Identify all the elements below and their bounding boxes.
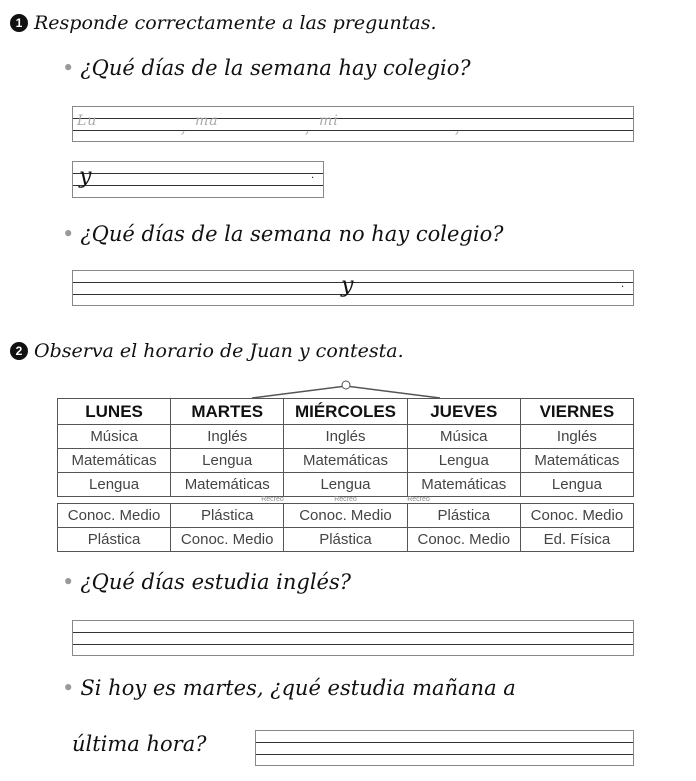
question-3: • ¿Qué días estudia inglés? (62, 570, 352, 594)
break-row (58, 497, 634, 504)
table-cell: Lengua (58, 473, 171, 497)
table-cell: . (311, 170, 315, 181)
question-2: • ¿Qué días de la semana no hay colegio? (62, 222, 504, 246)
table-cell: Inglés (171, 425, 284, 449)
table-cell: Conoc. Medio (520, 504, 633, 528)
table-cell: ¿Qué días de la semana hay colegio? (80, 56, 471, 80)
answer-lines-4[interactable] (72, 620, 634, 656)
table-cell: . (621, 279, 625, 290)
question-1: • ¿Qué días de la semana hay colegio? (62, 56, 471, 80)
table-cell: Música (407, 425, 520, 449)
question-4: • Si hoy es martes, ¿qué estudia mañana a (62, 676, 516, 700)
table-cell: Ed. Física (520, 528, 633, 552)
table-cell: Recreo (407, 497, 633, 504)
answer-lines-5[interactable] (255, 730, 634, 766)
table-header-cell: MARTES (171, 399, 284, 425)
table-cell: Matemáticas (171, 473, 284, 497)
table-cell: Recreo (58, 497, 284, 504)
table-cell: 2 (10, 342, 28, 360)
section-2-title (10, 340, 404, 362)
table-cell: y (341, 273, 354, 298)
table-cell: Lengua (407, 449, 520, 473)
table-cell: Conoc. Medio (58, 504, 171, 528)
table-cell: Responde correctamente a las preguntas. (34, 12, 437, 34)
question-4-line-2: última hora? (72, 732, 207, 756)
table-cell: Matemáticas (58, 449, 171, 473)
table-cell: mi (319, 113, 339, 129)
table-cell: Matemáticas (407, 473, 520, 497)
table-row (58, 425, 634, 449)
table-cell: , (305, 121, 311, 137)
answer-lines-2[interactable] (72, 161, 324, 198)
table-header-row (58, 399, 634, 425)
table-header-cell: JUEVES (407, 399, 520, 425)
table-header-cell: VIERNES (520, 399, 633, 425)
table-cell: Lu (77, 113, 98, 129)
table-header-cell: LUNES (58, 399, 171, 425)
table-cell: Inglés (284, 425, 407, 449)
table-cell: , (455, 121, 461, 137)
table-cell: Conoc. Medio (284, 504, 407, 528)
table-row (58, 449, 634, 473)
table-cell: Inglés (520, 425, 633, 449)
table-cell: Lengua (520, 473, 633, 497)
table-row (58, 528, 634, 552)
table-header-cell: MIÉRCOLES (284, 399, 407, 425)
table-cell: 1 (10, 14, 28, 32)
table-cell: Música (58, 425, 171, 449)
table-cell: Observa el horario de Juan y contesta. (34, 340, 404, 362)
table-cell: Lengua (171, 449, 284, 473)
table-cell: Conoc. Medio (407, 528, 520, 552)
answer-lines-3[interactable] (72, 270, 634, 306)
table-cell: , (181, 121, 187, 137)
table-cell: ma (195, 113, 219, 129)
table-cell: Si hoy es martes, ¿qué estudia mañana a (80, 676, 516, 700)
answer-lines-1[interactable] (72, 106, 634, 142)
schedule-table (57, 398, 634, 552)
table-cell: ¿Qué días de la semana no hay colegio? (80, 222, 504, 246)
table-cell: Plástica (284, 528, 407, 552)
table-cell: Plástica (58, 528, 171, 552)
table-row (58, 473, 634, 497)
table-cell: Plástica (407, 504, 520, 528)
table-cell: Matemáticas (520, 449, 633, 473)
table-cell: Matemáticas (284, 449, 407, 473)
table-cell: Plástica (171, 504, 284, 528)
table-cell: Lengua (284, 473, 407, 497)
table-row (58, 504, 634, 528)
table-cell: ¿Qué días estudia inglés? (80, 570, 352, 594)
section-1-title (10, 12, 437, 34)
table-cell: y (79, 164, 92, 189)
schedule-hanger-icon (250, 380, 450, 400)
table-cell: Conoc. Medio (171, 528, 284, 552)
table-cell: Recreo (284, 497, 407, 504)
